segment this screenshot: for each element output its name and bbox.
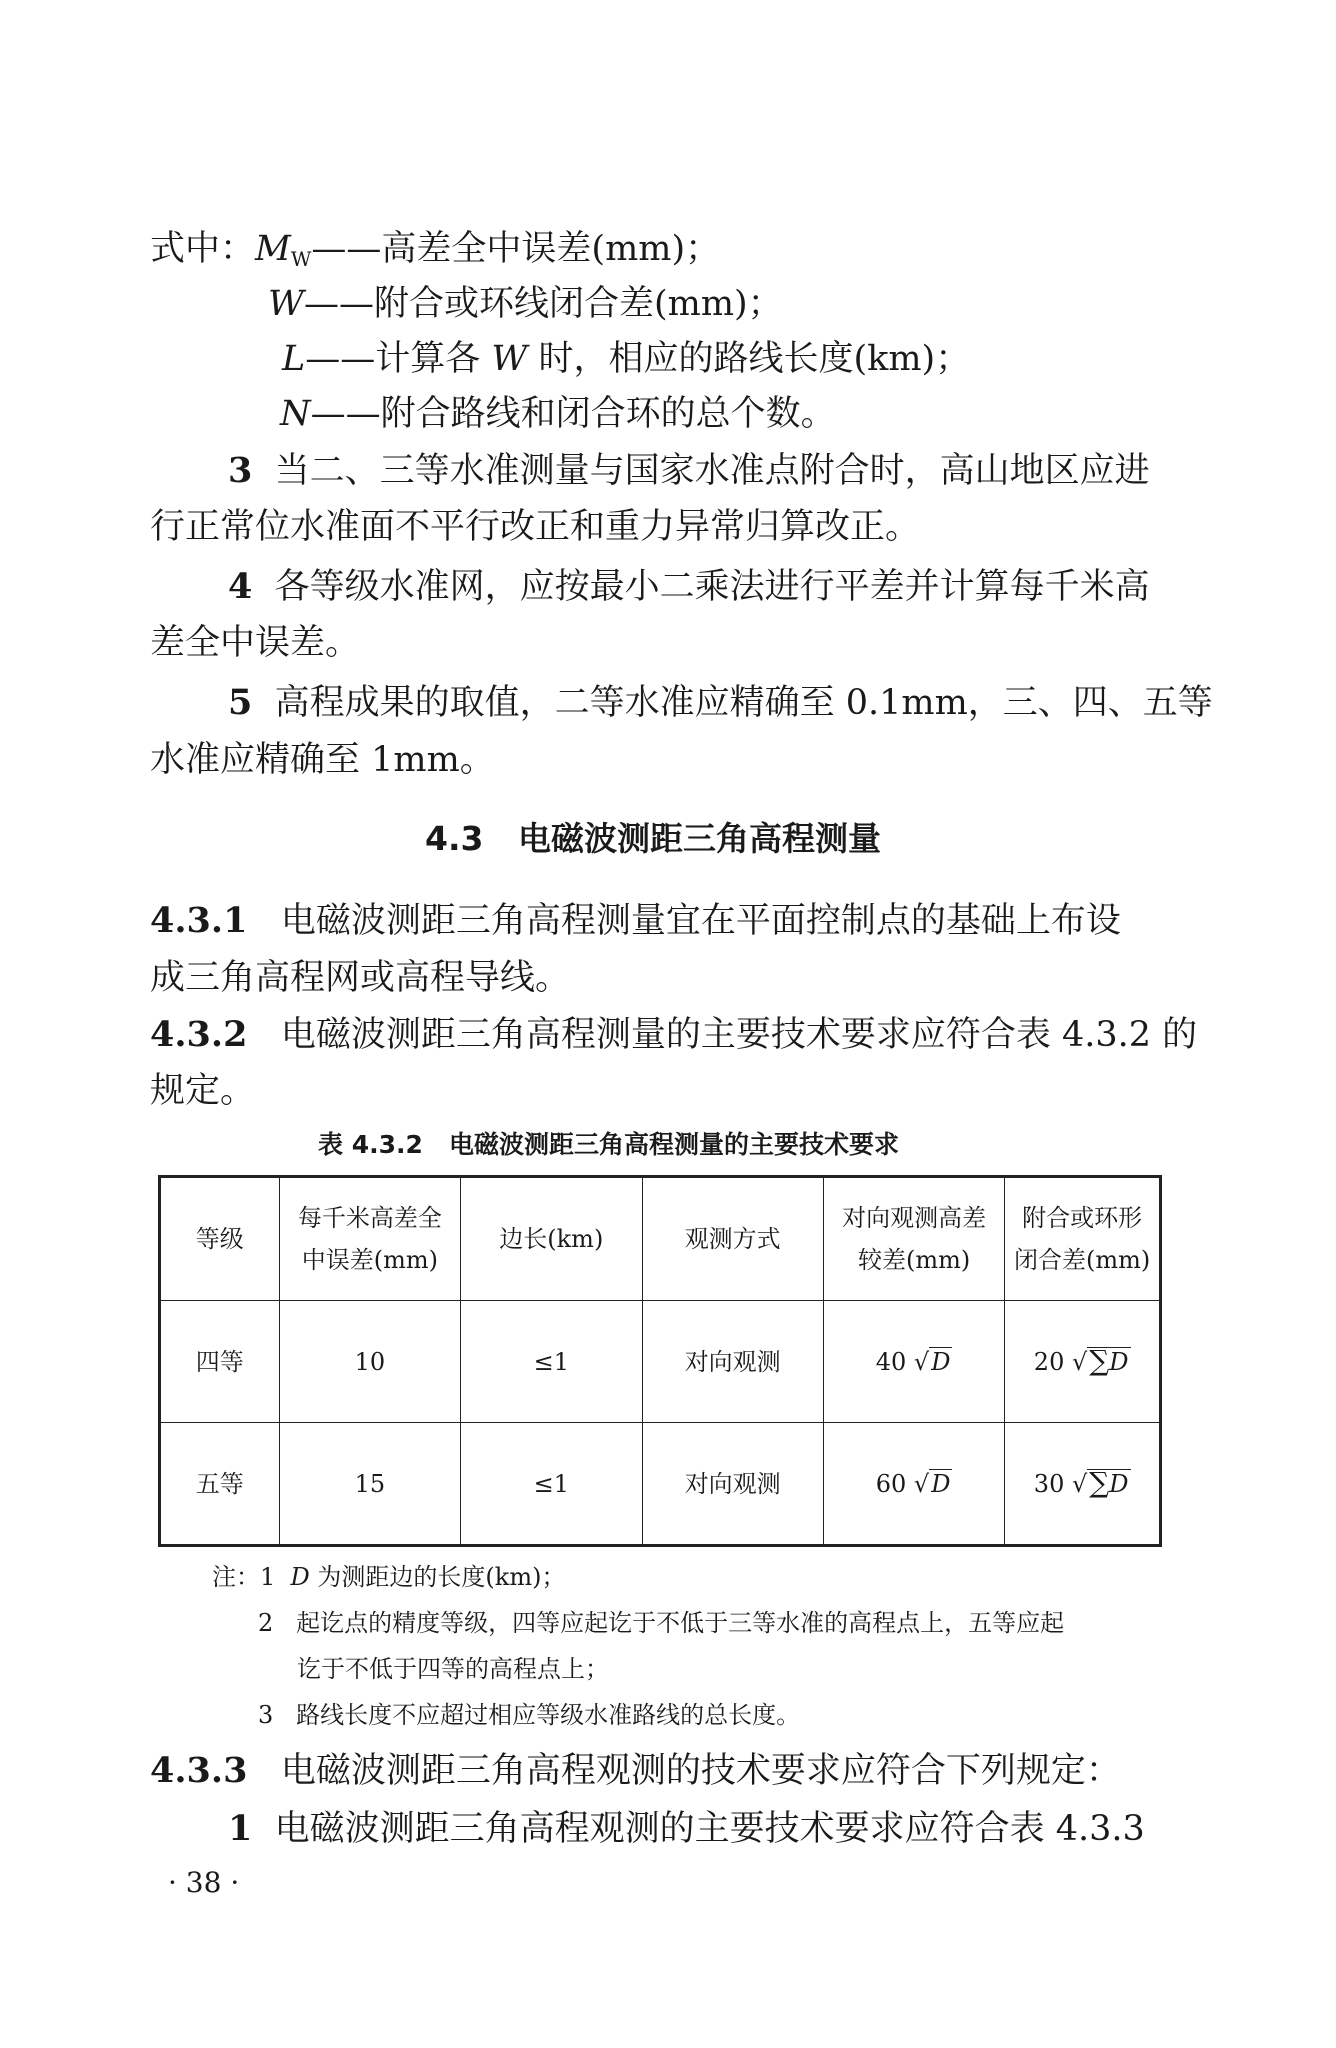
- page-number: · 38 ·: [168, 1866, 240, 1899]
- l-text-w: W: [491, 339, 528, 379]
- section-title: 电磁波测距三角高程测量: [517, 819, 881, 858]
- clause-431-line-2: 成三角高程网或高程导线。: [150, 958, 571, 998]
- clause-431-number: 4.3.1: [150, 900, 248, 941]
- header-closure-a: 附合或环形: [1022, 1204, 1143, 1232]
- table-caption-number: 表 4.3.2: [318, 1130, 423, 1159]
- header-closure-b: 闭合差(mm): [1014, 1246, 1151, 1274]
- note-2-text-1: 起讫点的精度等级，四等应起讫于不低于三等水准的高程点上，五等应起: [296, 1609, 1065, 1637]
- clause-433-1-text-1: 电磁波测距三角高程观测的主要技术要求应符合表 4.3.3: [274, 1809, 1145, 1849]
- item-4-number: 4: [228, 566, 253, 607]
- table-caption-title: 电磁波测距三角高程测量的主要技术要求: [449, 1130, 900, 1159]
- legend-intro: 式中：: [150, 229, 256, 269]
- header-diff-b: 较差(mm): [857, 1246, 971, 1274]
- cell-grade: 四等: [160, 1301, 280, 1423]
- note-1-var: D: [290, 1563, 310, 1591]
- item-4-text-1: 各等级水准网，应按最小二乘法进行平差并计算每千米高: [274, 567, 1150, 607]
- sigma-symbol: ∑: [1089, 1466, 1110, 1499]
- requirements-table: [158, 1175, 1162, 1547]
- diff-var: D: [931, 1347, 951, 1376]
- sqrt-icon: √: [1071, 1348, 1088, 1376]
- clause-432-line-2: 规定。: [150, 1071, 256, 1111]
- item-3-line-1: [228, 448, 1150, 494]
- item-5-number: 5: [228, 682, 253, 723]
- cell-error: 15: [279, 1423, 460, 1546]
- clause-433-1-number: 1: [228, 1808, 253, 1849]
- legend-n: [280, 391, 836, 437]
- cell-diff: [823, 1301, 1004, 1423]
- mw-symbol: M: [255, 229, 291, 269]
- n-text: ——附合路线和闭合环的总个数。: [310, 394, 836, 434]
- item-3-number: 3: [228, 450, 253, 491]
- header-grade: 等级: [160, 1177, 280, 1301]
- item-4-line-2: 差全中误差。: [150, 623, 361, 663]
- w-text: ——附合或环线闭合差(mm)；: [303, 284, 783, 324]
- note-1-text: 为测距边的长度(km)；: [309, 1563, 566, 1591]
- note-3: [258, 1698, 800, 1732]
- clause-433-1-line-1: [228, 1806, 1145, 1852]
- diff-var: D: [931, 1469, 951, 1498]
- w-symbol: W: [268, 284, 304, 324]
- item-5-text-1: 高程成果的取值，二等水准应精确至 0.1mm，三、四、五等: [274, 683, 1213, 723]
- note-2-line-1: [258, 1606, 1064, 1640]
- cell-method: 对向观测: [642, 1301, 823, 1423]
- sqrt-icon: √: [1071, 1470, 1088, 1498]
- table-caption: [318, 1122, 899, 1168]
- cell-side: ≤1: [461, 1423, 642, 1546]
- clause-433-line-1: [150, 1748, 1121, 1794]
- header-error: [279, 1177, 460, 1301]
- header-closure: [1005, 1177, 1161, 1301]
- closure-radicand: [1087, 1466, 1130, 1499]
- sqrt-icon: √: [913, 1347, 930, 1376]
- header-error-b: 中误差(mm): [301, 1246, 438, 1274]
- cell-closure: [1005, 1301, 1161, 1423]
- closure-coef: 30: [1033, 1470, 1065, 1498]
- legend-l: [282, 336, 970, 382]
- cell-side: ≤1: [461, 1301, 642, 1423]
- clause-431-line-1: [150, 898, 1121, 944]
- cell-diff: [823, 1423, 1004, 1546]
- legend-mw: [150, 226, 720, 282]
- clause-431-text-1: 电磁波测距三角高程测量宜在平面控制点的基础上布设: [280, 901, 1121, 941]
- note-3-number: 3: [258, 1701, 274, 1729]
- closure-radicand: [1087, 1344, 1130, 1377]
- closure-var: D: [1109, 1470, 1129, 1498]
- sqrt-icon: √: [913, 1469, 930, 1498]
- sigma-symbol: ∑: [1089, 1344, 1110, 1377]
- clause-433-text-1: 电磁波测距三角高程观测的技术要求应符合下列规定：: [280, 1751, 1121, 1791]
- note-2-number: 2: [258, 1609, 274, 1637]
- l-text-a: ——计算各: [305, 339, 492, 379]
- cell-closure: [1005, 1423, 1161, 1546]
- header-diff-a: 对向观测高差: [842, 1204, 987, 1232]
- note-prefix: 注：: [212, 1563, 260, 1591]
- legend-w: [268, 281, 783, 327]
- item-4-line-1: [228, 564, 1150, 610]
- header-diff: [823, 1177, 1004, 1301]
- item-3-text-1: 当二、三等水准测量与国家水准点附合时，高山地区应进: [274, 451, 1150, 491]
- section-heading: [425, 816, 881, 862]
- l-text-b: 时，相应的路线长度(km)；: [527, 339, 971, 379]
- mw-text: ——高差全中误差(mm)；: [311, 229, 721, 269]
- note-2-line-2: 讫于不低于四等的高程点上；: [297, 1655, 609, 1683]
- item-3-line-2: 行正常位水准面不平行改正和重力异常归算改正。: [150, 507, 921, 547]
- note-1: [212, 1560, 565, 1594]
- diff-coef: 40: [875, 1347, 907, 1376]
- mw-subscript: W: [290, 247, 312, 271]
- table-row: [160, 1423, 1161, 1546]
- closure-coef: 20: [1033, 1348, 1065, 1376]
- item-5-line-2: 水准应精确至 1mm。: [150, 740, 495, 780]
- header-side: 边长(km): [461, 1177, 642, 1301]
- clause-432-line-1: [150, 1012, 1197, 1058]
- cell-grade: 五等: [160, 1423, 280, 1546]
- n-symbol: N: [280, 394, 311, 434]
- note-1-number: 1: [260, 1563, 276, 1591]
- cell-method: 对向观测: [642, 1423, 823, 1546]
- table-header-row: [160, 1177, 1161, 1301]
- closure-var: D: [1109, 1348, 1129, 1376]
- table-row: [160, 1301, 1161, 1423]
- section-number: 4.3: [425, 819, 484, 858]
- clause-432-number: 4.3.2: [150, 1014, 248, 1055]
- header-method: 观测方式: [642, 1177, 823, 1301]
- clause-432-text-1: 电磁波测距三角高程测量的主要技术要求应符合表 4.3.2 的: [280, 1015, 1198, 1055]
- diff-coef: 60: [875, 1469, 907, 1498]
- note-3-text: 路线长度不应超过相应等级水准路线的总长度。: [296, 1701, 801, 1729]
- header-error-a: 每千米高差全: [297, 1204, 442, 1232]
- clause-433-number: 4.3.3: [150, 1750, 248, 1791]
- item-5-line-1: [228, 680, 1213, 726]
- l-symbol: L: [282, 339, 306, 379]
- cell-error: 10: [279, 1301, 460, 1423]
